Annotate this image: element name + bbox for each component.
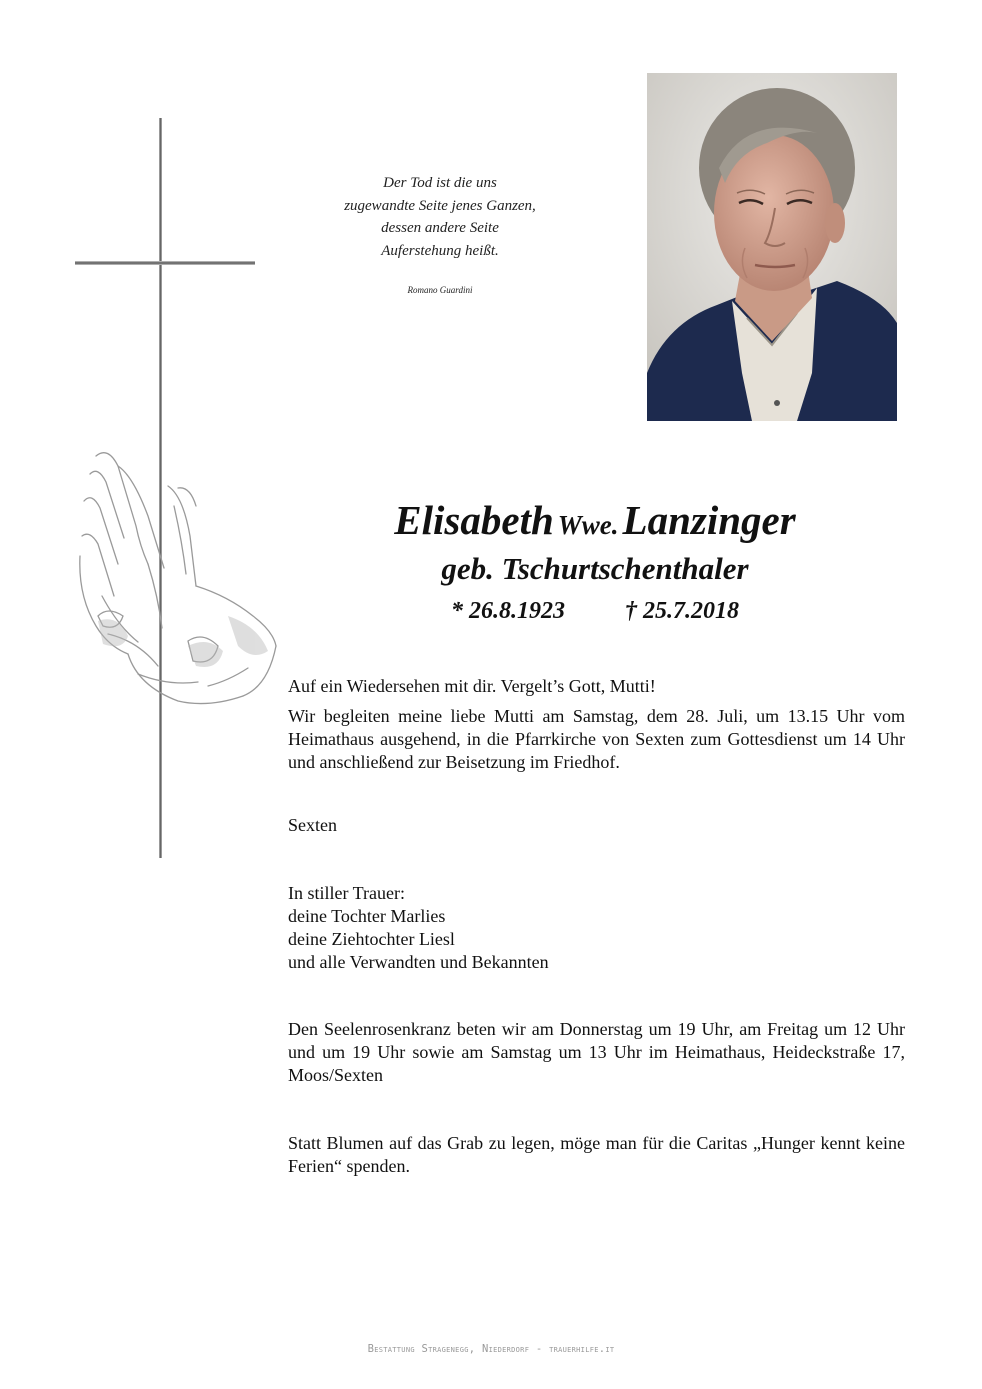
quote: [335, 172, 545, 262]
life-dates: [250, 598, 940, 625]
mourners-line: deine Ziehtochter Liesl: [288, 929, 455, 949]
birth-name: geb. Tschurtschenthaler: [441, 551, 749, 586]
quote-author: Romano Guardini: [407, 285, 473, 295]
mourners-line: In stiller Trauer:: [288, 883, 405, 903]
cross-horizontal-beam: [75, 261, 255, 265]
birth-date: * 26.8.1923: [451, 598, 565, 624]
farewell-text: Auf ein Wiedersehen mit dir. Vergelt’s Gott, Mutti!: [288, 676, 656, 696]
death-date: † 25.7.2018: [625, 598, 739, 624]
rosary-text: Den Seelenrosenkranz beten wir am Donnerstag um 19 Uhr, am Freitag um 12 Uhr und um 19 Uhr sowie am Samstag um 13 Uhr im Heimathaus, Heideckstraße 17, Moos/Sexten: [288, 1019, 905, 1085]
funeral-text: Wir begleiten meine liebe Mutti am Samstag, dem 28. Juli, um 13.15 Uhr vom Heimathaus ausgehend, in die Pfarrkirche von Sexten zum Gottesdienst um 14 Uhr und anschließend zur Beisetzung im Friedhof.: [288, 706, 905, 772]
mourners-list: [288, 882, 905, 974]
widow-status: Wwe.: [557, 510, 619, 540]
mourners-line: und alle Verwandten und Bekannten: [288, 952, 549, 972]
quote-line: Der Tod ist die uns: [383, 175, 497, 191]
place-text: Sexten: [288, 815, 337, 835]
donation-text: Statt Blumen auf das Grab zu legen, möge man für die Caritas „Hunger kennt keine Ferien“ spenden.: [288, 1133, 905, 1176]
portrait-photo: [647, 73, 897, 421]
first-name: Elisabeth: [394, 497, 554, 543]
mourners-line: deine Tochter Marlies: [288, 906, 446, 926]
quote-line: Auferstehung heißt.: [381, 242, 499, 259]
quote-line: zugewandte Seite jenes Ganzen,: [344, 197, 536, 214]
footer-credit: Bestattung Stragenegg, Niederdorf - trauerhilfe.it: [367, 1343, 615, 1355]
quote-line: dessen andere Seite: [381, 220, 499, 236]
deceased-name: [250, 496, 940, 544]
praying-hands-icon: [78, 446, 278, 711]
last-name: Lanzinger: [622, 497, 796, 543]
